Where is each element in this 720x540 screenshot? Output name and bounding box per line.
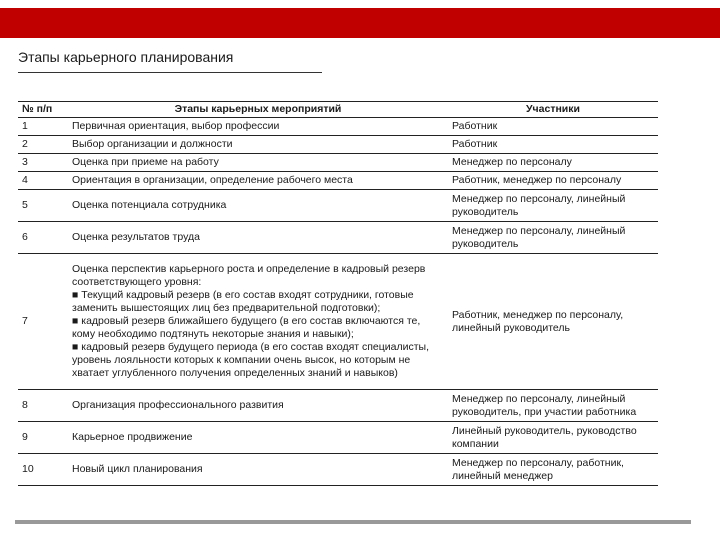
row-number: 9	[18, 422, 68, 454]
row-number: 7	[18, 254, 68, 390]
stage-text: Новый цикл планирования	[72, 463, 203, 475]
row-participants: Менеджер по персоналу, работник, линейный менеджер	[448, 454, 658, 486]
row-participants: Менеджер по персоналу, линейный руководитель	[448, 190, 658, 222]
bullet-text: Текущий кадровый резерв (в его состав входят сотрудники, готовые заменить вышестоящих лиц без предварительной подготовки);	[72, 289, 414, 314]
row-stage	[68, 222, 448, 254]
row-number: 2	[18, 136, 68, 154]
row-stage	[68, 390, 448, 422]
bullet-item	[72, 315, 444, 341]
stage-text: Карьерное продвижение	[72, 431, 193, 443]
row-stage	[68, 254, 448, 390]
career-stages-table	[18, 101, 658, 486]
table-row	[18, 172, 658, 190]
row-number: 6	[18, 222, 68, 254]
row-participants: Менеджер по персоналу, линейный руководитель	[448, 222, 658, 254]
table-row	[18, 136, 658, 154]
table-header-row	[18, 102, 658, 118]
row-number: 5	[18, 190, 68, 222]
row-stage	[68, 118, 448, 136]
table-row	[18, 422, 658, 454]
table-row	[18, 454, 658, 486]
table-row	[18, 254, 658, 390]
row-stage	[68, 422, 448, 454]
row-participants: Линейный руководитель, руководство компании	[448, 422, 658, 454]
row-number: 1	[18, 118, 68, 136]
row-stage	[68, 136, 448, 154]
table-row	[18, 390, 658, 422]
stage-text: Оценка результатов труда	[72, 231, 200, 243]
header-participants: Участники	[448, 102, 658, 118]
row-stage	[68, 454, 448, 486]
bullet-item	[72, 289, 444, 315]
stage-text: Оценка при приеме на работу	[72, 156, 219, 168]
row-participants: Работник	[448, 118, 658, 136]
bullet-text: кадровый резерв ближайшего будущего (в его состав включаются те, кому необходимо подтянуть некоторые знания и навыки);	[72, 315, 421, 340]
bullet-square-icon: ■	[72, 341, 82, 353]
row-participants: Менеджер по персоналу, линейный руководитель, при участии работника	[448, 390, 658, 422]
bullet-text: кадровый резерв будущего периода (в его состав входят специалисты, уровень лояльности которых к компании очень высок, но которым не хватает углубленного получения определенных знаний и навыков)	[72, 341, 430, 379]
table-row	[18, 118, 658, 136]
bullet-square-icon: ■	[72, 289, 82, 301]
row-stage	[68, 172, 448, 190]
bullet-square-icon: ■	[72, 315, 82, 327]
table-row	[18, 222, 658, 254]
row-number: 4	[18, 172, 68, 190]
header-num: № п/п	[18, 102, 68, 118]
row-number: 3	[18, 154, 68, 172]
row-number: 8	[18, 390, 68, 422]
header-stage: Этапы карьерных мероприятий	[68, 102, 448, 118]
page-title: Этапы карьерного планирования	[18, 49, 234, 65]
table-row	[18, 190, 658, 222]
row-participants: Работник	[448, 136, 658, 154]
row-stage	[68, 154, 448, 172]
bullet-item	[72, 341, 444, 380]
row-stage	[68, 190, 448, 222]
stage-text: Оценка потенциала сотрудника	[72, 199, 227, 211]
stage-text: Первичная ориентация, выбор профессии	[72, 120, 280, 132]
stage-text: Оценка перспектив карьерного роста и определение в кадровый резерв соответствующего уровня:	[72, 263, 426, 288]
footer-bar	[15, 520, 691, 524]
row-number: 10	[18, 454, 68, 486]
title-underline	[18, 72, 322, 73]
row-participants: Работник, менеджер по персоналу, линейный руководитель	[448, 254, 658, 390]
row-participants: Менеджер по персоналу	[448, 154, 658, 172]
stage-text: Выбор организации и должности	[72, 138, 233, 150]
header-bar	[0, 8, 720, 38]
stage-text: Организация профессионального развития	[72, 399, 284, 411]
table-row	[18, 154, 658, 172]
stage-text: Ориентация в организации, определение рабочего места	[72, 174, 353, 186]
row-participants: Работник, менеджер по персоналу	[448, 172, 658, 190]
